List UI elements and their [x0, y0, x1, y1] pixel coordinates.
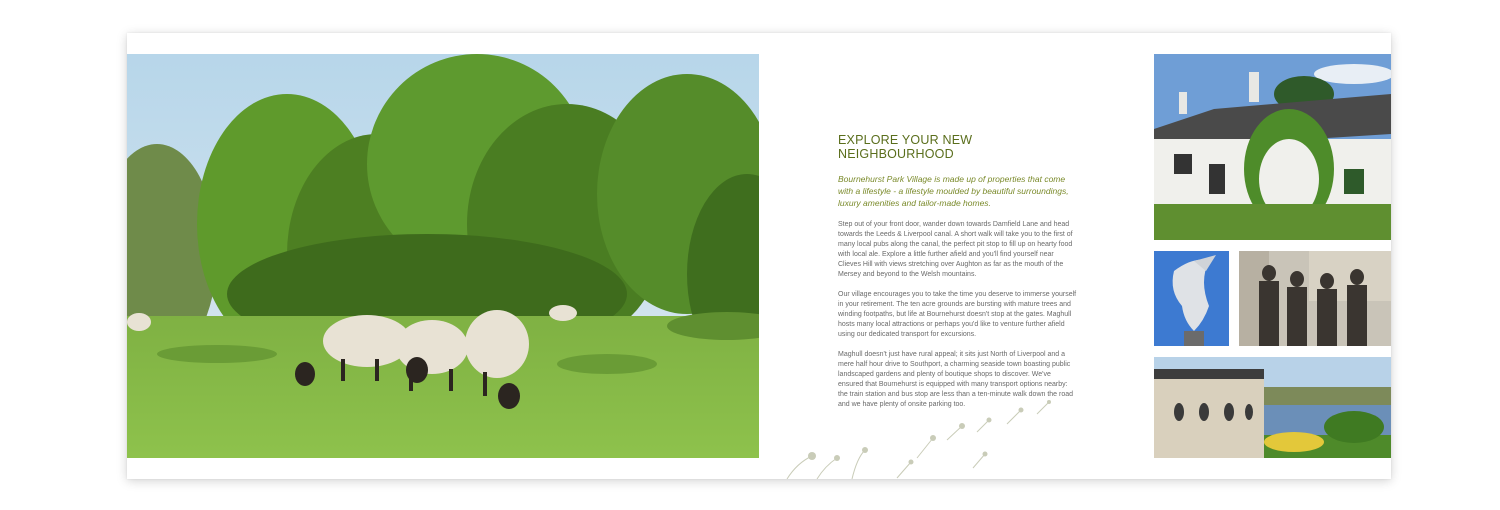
dandelion-seeds-decoration	[777, 388, 1087, 479]
canal-pub-photo	[1154, 54, 1391, 240]
body-paragraph-2: Our village encourages you to take the time you deserve to immerse yourself in your retirement. The ten acre grounds are bursting with mature trees and winding footpaths, but life at Bournehurst doesn't stop at the gates. Maghull hosts many local attractions or perhaps you'd like to venture further afield using our dedicated transport for excursions.	[838, 291, 1077, 338]
body-paragraph-1: Step out of your front door, wander down towards Damfield Lane and head towards the Leeds & Liverpool canal. A short walk will take you to the first of many local pubs along the canal, the perfect pit stop to fill up on hearty food with local ale. Explore a little further afield and you'll find yourself near Clieves Hill with views stretching over Aughton as far as the mouth of the Mersey and beyond to the Welsh mountains.	[838, 221, 1073, 278]
body-paragraph-3: Maghull doesn't just have rural appeal; it sits just North of Liverpool and a mere half hour drive to Southport, a charming seaside town boasting public landscaped gardens and plenty of boutique shops to discover. We've ensured that Bournehurst is equipped with many transport options nearby: the train station and bus stop are less than a ten-minute walk down the road and we have plenty of onsite parking too.	[838, 351, 1074, 408]
brochure-spread	[127, 33, 1391, 479]
sheep-grazing-photo	[127, 54, 759, 458]
article-text	[838, 133, 1078, 420]
canal-boat-photo	[1154, 357, 1391, 458]
intro-paragraph: Bournehurst Park Village is made up of properties that come with a lifestyle - a lifestyle moulded by beautiful surroundings, luxury amenities and tailor-made homes.	[838, 174, 1069, 208]
liver-bird-photo	[1154, 251, 1229, 346]
bronze-statues-photo	[1239, 251, 1391, 346]
section-heading: EXPLORE YOUR NEW NEIGHBOURHOOD	[838, 133, 973, 161]
